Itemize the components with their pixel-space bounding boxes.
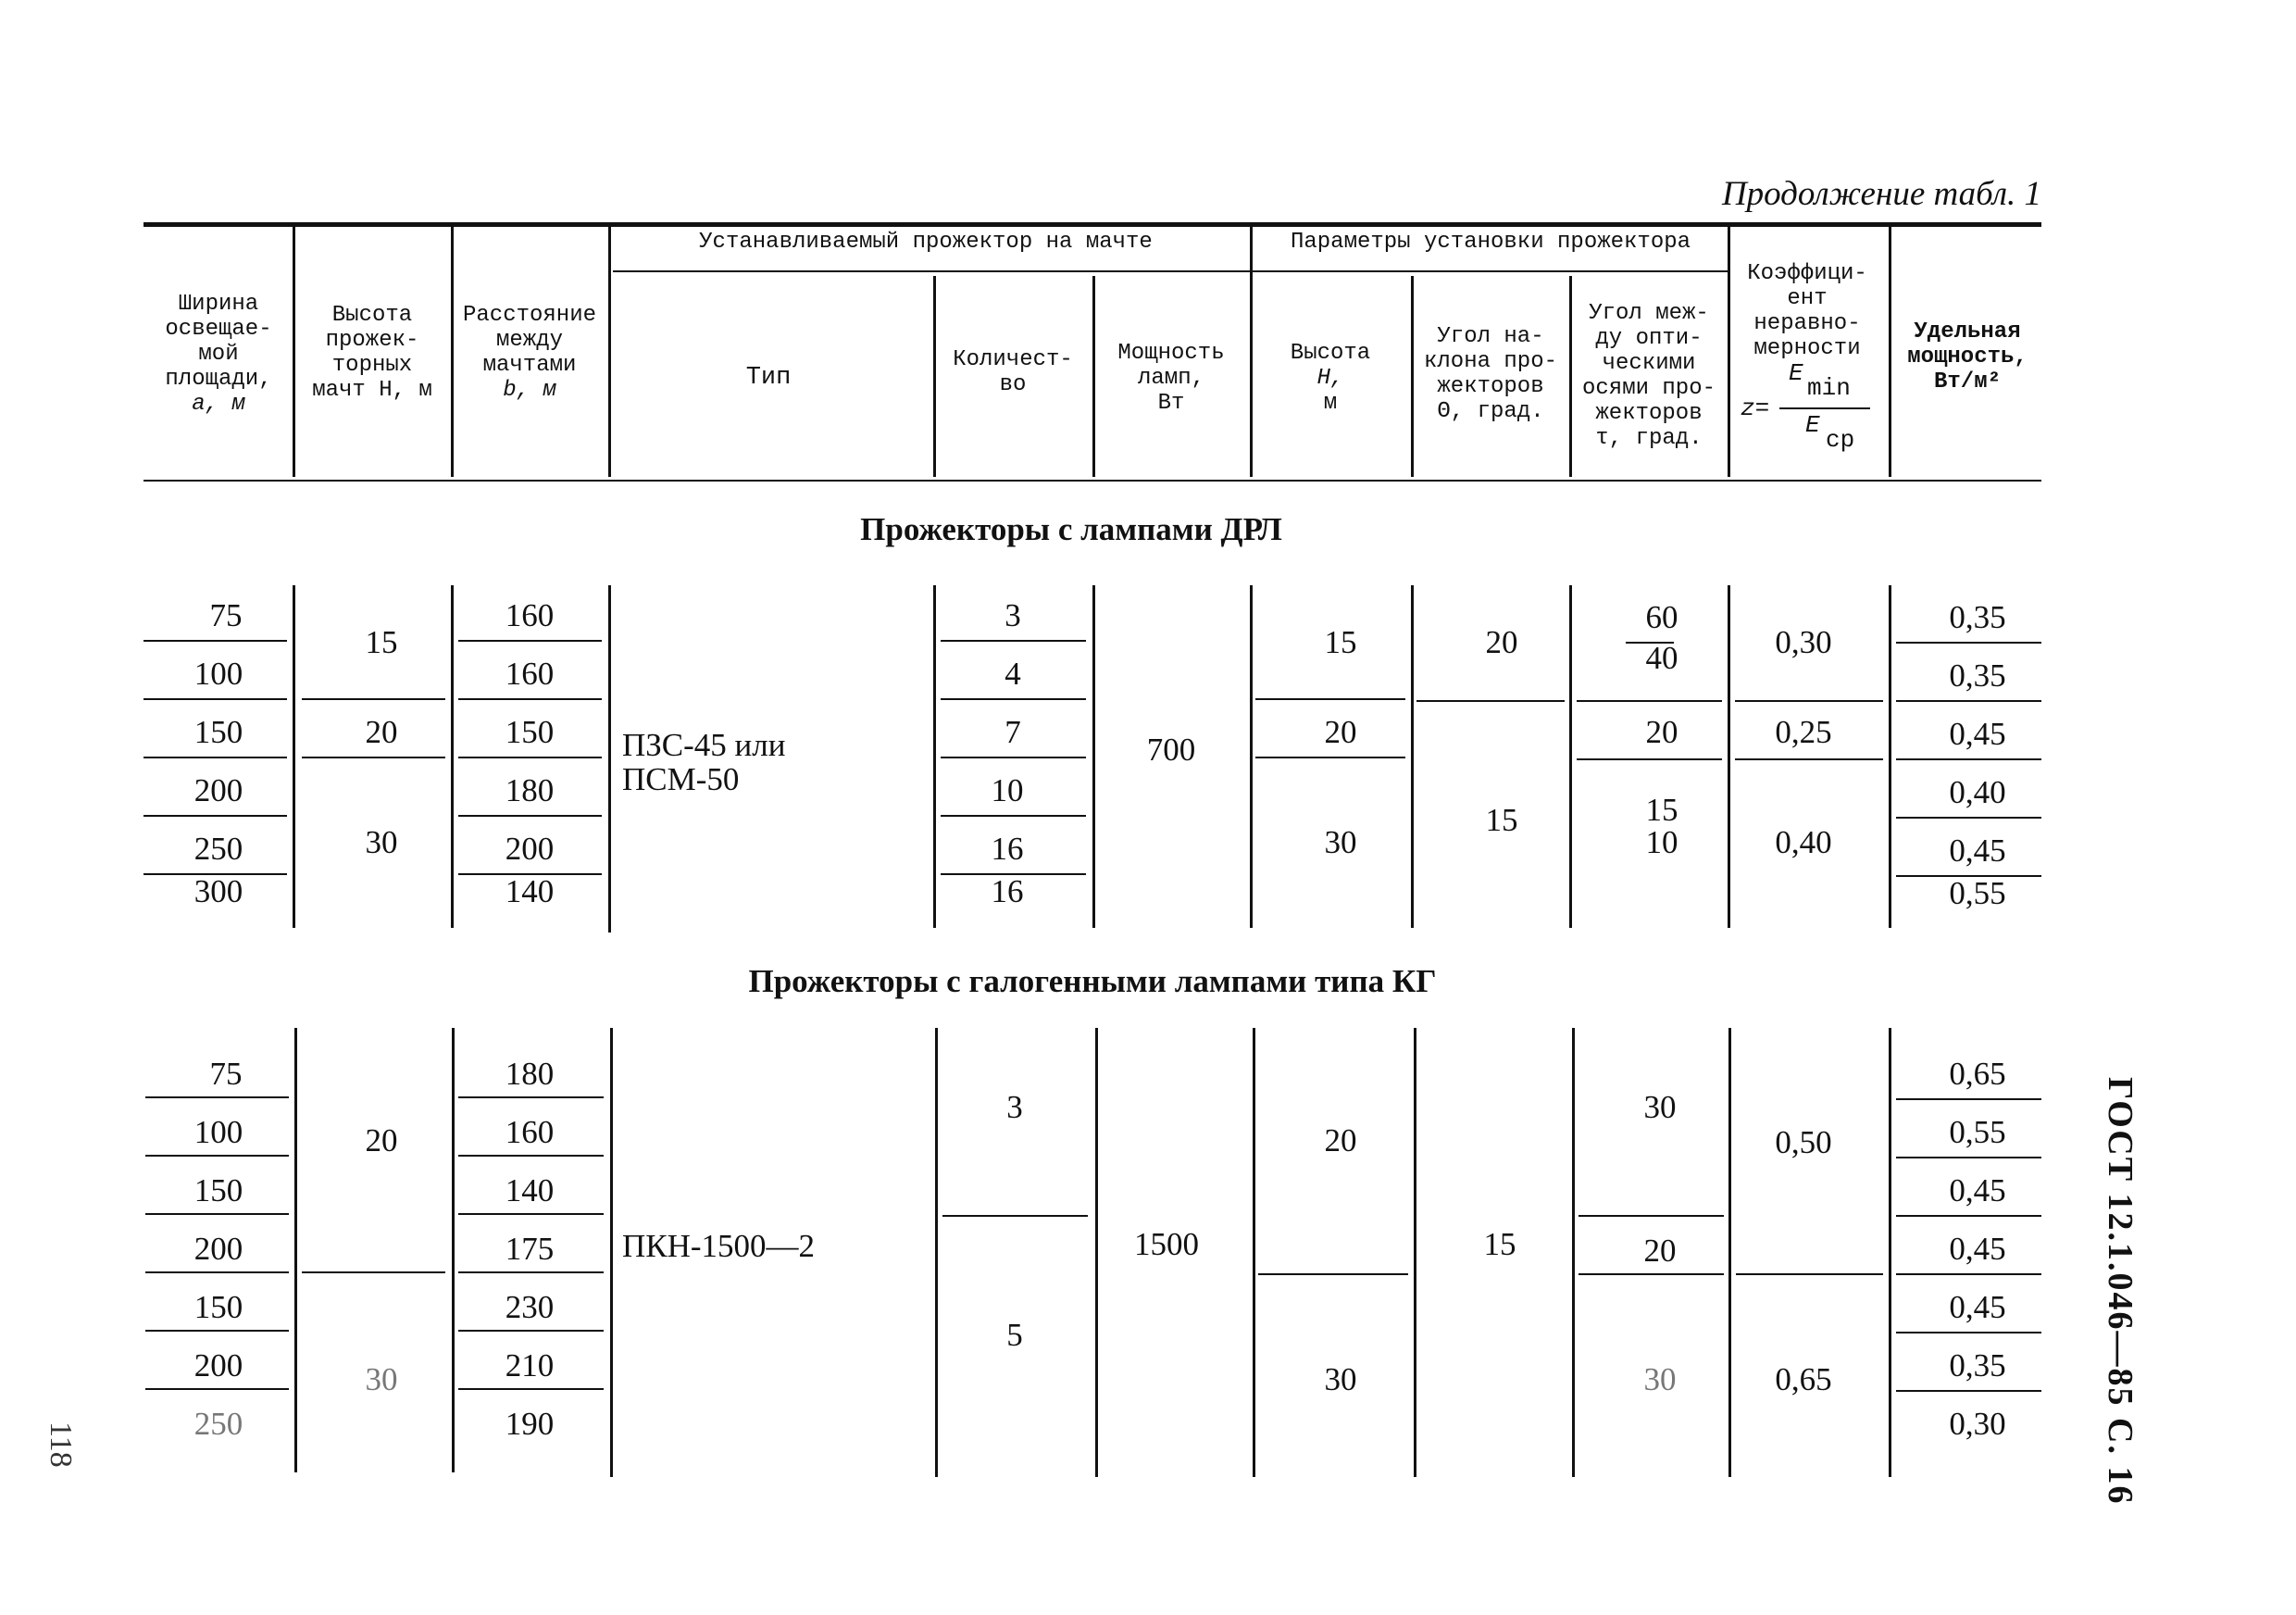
cell-axis-angle: 60: [1645, 599, 1678, 635]
row-rule: [941, 815, 1086, 817]
row-rule: [941, 698, 1086, 700]
column-divider: [1411, 585, 1414, 928]
cell-width: 200: [193, 1231, 243, 1267]
group-rule-projector: [613, 270, 1250, 272]
cell-type-line2: ПСМ-50: [622, 761, 740, 797]
cell-width: 150: [193, 1172, 243, 1208]
cell-distance: 180: [505, 772, 555, 808]
cell-distance: 210: [505, 1347, 555, 1383]
row-rule: [1735, 758, 1883, 760]
row-rule: [302, 698, 445, 700]
table-caption: Продолжение табл. 1: [1721, 175, 2041, 213]
row-rule: [144, 815, 287, 817]
row-rule: [144, 640, 287, 642]
cell-specific-power: 0,30: [1949, 1406, 2006, 1442]
cell-specific-power: 0,35: [1949, 1347, 2006, 1383]
row-rule: [1896, 642, 2041, 644]
column-divider: [1414, 1028, 1416, 1477]
row-rule: [1896, 1390, 2041, 1392]
cell-width: 150: [193, 1289, 243, 1325]
cell-specific-power: 0,45: [1949, 1231, 2006, 1267]
cell-mount-height: 20: [1324, 1122, 1357, 1158]
header-divider: [293, 227, 295, 477]
header-divider: [608, 227, 611, 477]
row-rule: [145, 1388, 289, 1390]
cell-axis-angle: 20: [1645, 714, 1678, 750]
cell-quantity: 10: [991, 772, 1024, 808]
row-rule: [1258, 1273, 1408, 1275]
row-rule: [145, 1271, 289, 1273]
cell-quantity: 3: [1004, 597, 1021, 633]
header-mount-height: Высота H, м: [1290, 341, 1371, 416]
cell-mast-height: 15: [365, 624, 398, 660]
cell-distance: 160: [505, 597, 555, 633]
row-rule: [144, 698, 287, 700]
cell-distance: 230: [505, 1289, 555, 1325]
column-divider: [1728, 1028, 1731, 1477]
row-rule: [302, 1271, 445, 1273]
header-type: Тип: [745, 364, 792, 392]
cell-mast-height: 20: [365, 1122, 398, 1158]
column-divider: [1889, 585, 1891, 928]
row-rule: [1255, 698, 1405, 700]
header-axis-angle: Угол меж- ду опти- ческими осями про- жекторов τ, град.: [1581, 301, 1716, 451]
cell-distance: 180: [505, 1056, 555, 1092]
column-divider: [1572, 1028, 1575, 1477]
row-rule: [458, 1096, 604, 1098]
row-rule: [1896, 1157, 2041, 1158]
row-rule: [1896, 758, 2041, 760]
row-rule: [302, 757, 445, 758]
row-rule: [145, 1155, 289, 1157]
column-divider: [610, 1028, 613, 1477]
cell-specific-power: 0,35: [1949, 599, 2006, 635]
cell-axis-angle: 40: [1645, 640, 1678, 676]
cell-coef: 0,25: [1775, 714, 1832, 750]
row-rule: [1577, 758, 1722, 760]
header-mast-height: Высота прожек- торных мачт H, м: [312, 303, 432, 403]
cell-mount-height: 30: [1324, 824, 1357, 860]
column-divider: [1092, 585, 1095, 928]
cell-mast-height: 20: [365, 714, 398, 750]
row-rule: [458, 1388, 604, 1390]
row-rule: [458, 1330, 604, 1332]
cell-distance: 140: [505, 1172, 555, 1208]
header-specific-power: Удельная мощность, Вт/м²: [1907, 319, 2028, 394]
row-rule: [458, 757, 602, 758]
cell-mount-height: 30: [1324, 1361, 1357, 1397]
row-rule: [458, 815, 602, 817]
row-rule: [1896, 1273, 2041, 1275]
row-rule: [458, 698, 602, 700]
cell-coef: 0,65: [1775, 1361, 1832, 1397]
header-power: Мощность ламп, Вт: [1117, 341, 1225, 416]
cell-power: 700: [1146, 732, 1196, 768]
side-title: ГОСТ 12.1.046—85 С. 16: [2101, 1077, 2140, 1506]
cell-axis-angle: 30: [1643, 1089, 1677, 1125]
column-divider: [451, 585, 454, 928]
header-divider: [933, 276, 936, 477]
header-group-projector: Устанавливаемый прожектор на мачте: [699, 230, 1153, 255]
cell-width: 100: [193, 1114, 243, 1150]
cell-quantity: 7: [1004, 714, 1021, 750]
header-divider: [1569, 276, 1572, 477]
cell-coef: 0,40: [1775, 824, 1832, 860]
header-divider: [1250, 227, 1253, 477]
cell-specific-power: 0,45: [1949, 1289, 2006, 1325]
row-rule: [1578, 1273, 1724, 1275]
column-divider: [294, 1028, 297, 1472]
column-divider: [1728, 585, 1730, 928]
cell-coef: 0,50: [1775, 1124, 1832, 1160]
cell-distance: 140: [505, 873, 555, 909]
group-rule-params: [1253, 270, 1729, 272]
column-divider: [452, 1028, 455, 1472]
row-rule: [1735, 700, 1883, 702]
cell-tilt-angle: 15: [1483, 1226, 1516, 1262]
cell-quantity: 16: [991, 873, 1024, 909]
header-quantity: Количест- во: [953, 347, 1073, 397]
section-title-halogen: Прожекторы с галогенными лампами типа КГ: [748, 963, 1437, 999]
header-divider: [1092, 276, 1095, 477]
column-divider: [608, 585, 611, 933]
cell-specific-power: 0,45: [1949, 716, 2006, 752]
cell-distance: 150: [505, 714, 555, 750]
row-rule: [458, 1271, 604, 1273]
header-top-rule: [144, 222, 2041, 227]
row-rule: [941, 757, 1086, 758]
row-rule: [144, 757, 287, 758]
cell-width: 100: [193, 656, 243, 692]
header-divider: [451, 227, 454, 477]
header-divider: [1728, 227, 1730, 477]
cell-distance: 190: [505, 1406, 555, 1442]
column-divider: [933, 585, 936, 928]
row-rule: [1896, 1215, 2041, 1217]
cell-power: 1500: [1134, 1226, 1199, 1262]
page-number: 118: [44, 1421, 78, 1468]
header-divider: [1889, 227, 1891, 477]
cell-tilt-angle: 15: [1485, 802, 1518, 838]
cell-quantity: 16: [991, 831, 1024, 867]
cell-width: 200: [193, 772, 243, 808]
row-rule: [1577, 700, 1722, 702]
cell-mast-height: 30: [365, 1361, 398, 1397]
cell-distance: 175: [505, 1231, 555, 1267]
cell-specific-power: 0,40: [1949, 774, 2006, 810]
cell-axis-angle: 30: [1643, 1361, 1677, 1397]
cell-mast-height: 30: [365, 824, 398, 860]
row-rule: [941, 640, 1086, 642]
cell-axis-angle: 10: [1645, 824, 1678, 860]
header-bottom-rule: [144, 480, 2041, 482]
row-rule: [1255, 757, 1405, 758]
column-divider: [1569, 585, 1572, 928]
cell-distance: 160: [505, 656, 555, 692]
cell-mount-height: 20: [1324, 714, 1357, 750]
row-rule: [1896, 1098, 2041, 1100]
row-rule: [458, 1155, 604, 1157]
cell-width: 200: [193, 1347, 243, 1383]
row-rule: [145, 1096, 289, 1098]
row-rule: [1578, 1215, 1724, 1217]
column-divider: [935, 1028, 938, 1477]
cell-quantity: 5: [1006, 1317, 1023, 1353]
cell-distance: 200: [505, 831, 555, 867]
row-rule: [1896, 1332, 2041, 1333]
cell-tilt-angle: 20: [1485, 624, 1518, 660]
cell-specific-power: 0,35: [1949, 657, 2006, 694]
cell-specific-power: 0,55: [1949, 875, 2006, 911]
row-rule: [942, 1215, 1088, 1217]
cell-distance: 160: [505, 1114, 555, 1150]
cell-coef: 0,30: [1775, 624, 1832, 660]
row-rule: [1416, 700, 1565, 702]
header-uniformity-coef: Коэффици- ент неравно- мерности: [1747, 261, 1867, 361]
cell-quantity: 3: [1006, 1089, 1023, 1125]
header-width: Ширина освещае- мой площади, a, м: [165, 292, 272, 417]
cell-type: ПКН-1500—2: [622, 1228, 816, 1264]
column-divider: [1889, 1028, 1891, 1477]
column-divider: [293, 585, 295, 928]
row-rule: [145, 1213, 289, 1215]
column-divider: [1250, 585, 1253, 928]
cell-axis-angle: 15: [1645, 792, 1678, 828]
row-rule: [1896, 817, 2041, 819]
cell-width: 75: [209, 597, 243, 633]
cell-width: 250: [193, 831, 243, 867]
header-group-params: Параметры установки прожектора: [1290, 230, 1691, 255]
coef-formula: z= E min E ср: [1741, 359, 1879, 461]
header-divider: [1411, 276, 1414, 477]
row-rule: [458, 640, 602, 642]
header-distance: Расстояние между мачтами b, м: [462, 303, 597, 403]
row-rule: [458, 1213, 604, 1215]
cell-width: 75: [209, 1056, 243, 1092]
cell-quantity: 4: [1004, 656, 1021, 692]
cell-width: 150: [193, 714, 243, 750]
cell-axis-angle: 20: [1643, 1233, 1677, 1269]
cell-width: 300: [193, 873, 243, 909]
row-rule: [145, 1330, 289, 1332]
row-rule: [1896, 700, 2041, 702]
cell-specific-power: 0,55: [1949, 1114, 2006, 1150]
header-tilt-angle: Угол на- клона про- жекторов Θ, град.: [1423, 324, 1558, 424]
cell-type-line1: ПЗС-45 или: [622, 727, 786, 763]
cell-mount-height: 15: [1324, 624, 1357, 660]
cell-width: 250: [193, 1406, 243, 1442]
cell-specific-power: 0,45: [1949, 833, 2006, 869]
cell-specific-power: 0,45: [1949, 1172, 2006, 1208]
column-divider: [1253, 1028, 1255, 1477]
cell-specific-power: 0,65: [1949, 1056, 2006, 1092]
section-title-drl: Прожекторы с лампами ДРЛ: [860, 511, 1282, 547]
column-divider: [1095, 1028, 1098, 1477]
row-rule: [1736, 1273, 1883, 1275]
